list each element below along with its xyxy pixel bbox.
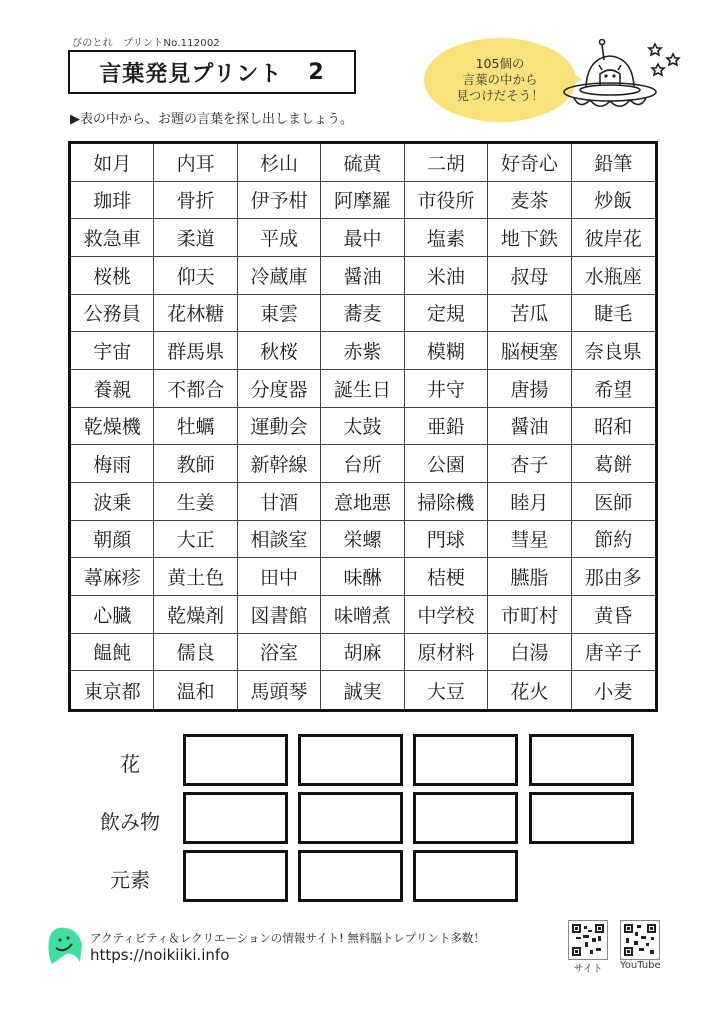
answer-box-drinks-2[interactable]	[298, 792, 403, 844]
word-cell[interactable]: 杉山	[238, 144, 321, 182]
word-cell[interactable]: 台所	[321, 445, 404, 483]
qr-code-youtube[interactable]	[620, 920, 661, 971]
word-cell[interactable]: 炒飯	[572, 182, 655, 220]
word-cell[interactable]: 赤紫	[321, 332, 404, 370]
word-cell[interactable]: 誠実	[321, 671, 404, 709]
answer-box-elements-3[interactable]	[413, 850, 518, 902]
word-cell[interactable]: 味噌煮	[321, 596, 404, 634]
page-title-box	[68, 50, 356, 94]
word-cell[interactable]: 醤油	[488, 408, 571, 446]
word-cell[interactable]: 生姜	[154, 483, 237, 521]
category-label-flower: 花	[120, 752, 140, 776]
word-cell[interactable]: 饂飩	[71, 634, 154, 672]
bubble-line: 105個の	[475, 56, 525, 71]
word-cell[interactable]: 脳梗塞	[488, 332, 571, 370]
word-cell[interactable]: 仰天	[154, 257, 237, 295]
word-cell[interactable]: 心臓	[71, 596, 154, 634]
answer-box-elements-1[interactable]	[183, 850, 288, 902]
word-cell[interactable]: 市役所	[405, 182, 488, 220]
word-cell[interactable]: 宇宙	[71, 332, 154, 370]
word-cell[interactable]: 教師	[154, 445, 237, 483]
word-cell[interactable]: 新幹線	[238, 445, 321, 483]
word-cell[interactable]: 意地悪	[321, 483, 404, 521]
word-cell[interactable]: 田中	[238, 558, 321, 596]
word-cell[interactable]: 珈琲	[71, 182, 154, 220]
qr-label-site: サイト	[573, 964, 603, 975]
word-cell[interactable]: 昭和	[572, 408, 655, 446]
word-cell[interactable]: 牡蠣	[154, 408, 237, 446]
word-cell[interactable]: 桔梗	[405, 558, 488, 596]
word-cell[interactable]: 栄螺	[321, 521, 404, 559]
answer-box-flower-1[interactable]	[183, 734, 288, 786]
word-cell[interactable]: 味醂	[321, 558, 404, 596]
word-cell[interactable]: 叔母	[488, 257, 571, 295]
word-cell[interactable]: 井守	[405, 370, 488, 408]
footer-tagline: アクティビティ＆レクリエーションの情報サイト! 無料脳トレプリント多数！	[90, 931, 485, 945]
word-cell[interactable]: 馬頭琴	[238, 671, 321, 709]
word-cell[interactable]: 花火	[488, 671, 571, 709]
print-number: ぴのとれ プリントNo.112002	[72, 38, 220, 49]
answer-box-drinks-1[interactable]	[183, 792, 288, 844]
word-cell[interactable]: 太鼓	[321, 408, 404, 446]
word-cell[interactable]: 節約	[572, 521, 655, 559]
word-cell[interactable]: 彼岸花	[572, 219, 655, 257]
answer-box-flower-3[interactable]	[413, 734, 518, 786]
word-cell[interactable]: 伊予柑	[238, 182, 321, 220]
word-cell[interactable]: 硫黄	[321, 144, 404, 182]
word-cell[interactable]: 彗星	[488, 521, 571, 559]
word-cell[interactable]: 市町村	[488, 596, 571, 634]
answer-box-drinks-4[interactable]	[529, 792, 634, 844]
bubble-line: 見つけだそう！	[456, 88, 544, 103]
word-cell[interactable]: 原材料	[405, 634, 488, 672]
word-cell[interactable]: 杏子	[488, 445, 571, 483]
qr-code-icon	[620, 920, 660, 960]
word-cell[interactable]: 蕎麦	[321, 295, 404, 333]
word-cell[interactable]: 白湯	[488, 634, 571, 672]
word-cell[interactable]: 不都合	[154, 370, 237, 408]
word-cell[interactable]: 唐辛子	[572, 634, 655, 672]
word-cell[interactable]: 胡麻	[321, 634, 404, 672]
word-cell[interactable]: 中学校	[405, 596, 488, 634]
word-cell[interactable]: 誕生日	[321, 370, 404, 408]
category-label-elements: 元素	[110, 868, 150, 892]
qr-code-site[interactable]	[568, 920, 608, 975]
word-cell[interactable]: 定規	[405, 295, 488, 333]
word-cell[interactable]: 希望	[572, 370, 655, 408]
word-cell[interactable]: 平成	[238, 219, 321, 257]
noikiiki-logo-icon	[44, 924, 86, 966]
bubble-line: 言葉の中から	[462, 72, 538, 87]
word-cell[interactable]: 朝顔	[71, 521, 154, 559]
word-cell[interactable]: 公園	[405, 445, 488, 483]
word-cell[interactable]: 梅雨	[71, 445, 154, 483]
word-cell[interactable]: 亜鉛	[405, 408, 488, 446]
word-cell[interactable]: 温和	[154, 671, 237, 709]
word-cell[interactable]: 黄昏	[572, 596, 655, 634]
answer-box-elements-2[interactable]	[298, 850, 403, 902]
word-cell[interactable]: 公務員	[71, 295, 154, 333]
word-search-table	[68, 141, 658, 712]
speech-bubble	[424, 38, 576, 122]
word-cell[interactable]: 蕁麻疹	[71, 558, 154, 596]
word-cell[interactable]: 骨折	[154, 182, 237, 220]
word-cell[interactable]: 米油	[405, 257, 488, 295]
answer-box-flower-2[interactable]	[298, 734, 403, 786]
word-cell[interactable]: 奈良県	[572, 332, 655, 370]
page-title: 言葉発見プリント	[99, 61, 283, 87]
word-cell[interactable]: 乾燥剤	[154, 596, 237, 634]
instruction-text: ▶表の中から、お題の言葉を探し出しましょう。	[70, 112, 353, 127]
footer-url-link[interactable]: https://noikiiki.info	[90, 946, 230, 964]
word-cell[interactable]: 地下鉄	[488, 219, 571, 257]
word-cell[interactable]: 唐揚	[488, 370, 571, 408]
category-label-drinks: 飲み物	[100, 810, 160, 834]
word-cell[interactable]: 水瓶座	[572, 257, 655, 295]
word-cell[interactable]: 東京都	[71, 671, 154, 709]
word-cell[interactable]: 甘酒	[238, 483, 321, 521]
word-cell[interactable]: 柔道	[154, 219, 237, 257]
word-cell[interactable]: 黄土色	[154, 558, 237, 596]
word-cell[interactable]: 東雲	[238, 295, 321, 333]
word-cell[interactable]: 苦瓜	[488, 295, 571, 333]
word-cell[interactable]: 儒良	[154, 634, 237, 672]
word-cell[interactable]: 乾燥機	[71, 408, 154, 446]
word-cell[interactable]: 運動会	[238, 408, 321, 446]
word-cell[interactable]: 二胡	[405, 144, 488, 182]
word-cell[interactable]: 養親	[71, 370, 154, 408]
qr-code-icon	[568, 920, 608, 960]
word-cell[interactable]: 鉛筆	[572, 144, 655, 182]
word-cell[interactable]: 醤油	[321, 257, 404, 295]
word-cell[interactable]: 臙脂	[488, 558, 571, 596]
word-cell[interactable]: 小麦	[594, 680, 633, 703]
word-cell[interactable]: 掃除機	[405, 483, 488, 521]
ufo-alien-icon	[560, 34, 690, 124]
word-cell[interactable]: 冷蔵庫	[238, 257, 321, 295]
word-cell[interactable]: 如月	[71, 144, 154, 182]
page-title-number: 2	[308, 59, 325, 85]
word-cell[interactable]: 桜桃	[71, 257, 154, 295]
word-cell[interactable]: 医師	[572, 483, 655, 521]
word-cell[interactable]: 内耳	[154, 144, 237, 182]
answer-box-flower-4[interactable]	[529, 734, 634, 786]
word-cell[interactable]: 那由多	[572, 558, 655, 596]
word-cell[interactable]: 図書館	[238, 596, 321, 634]
word-cell[interactable]: 門球	[405, 521, 488, 559]
word-cell[interactable]: 塩素	[405, 219, 488, 257]
word-cell[interactable]: 最中	[321, 219, 404, 257]
word-cell[interactable]: 大豆	[405, 671, 488, 709]
word-cell[interactable]: 救急車	[71, 219, 154, 257]
word-cell[interactable]: 秋桜	[238, 332, 321, 370]
word-cell[interactable]: 葛餅	[572, 445, 655, 483]
word-cell[interactable]: 模糊	[405, 332, 488, 370]
word-cell[interactable]: 花林糖	[154, 295, 237, 333]
word-cell[interactable]: 睦月	[488, 483, 571, 521]
answer-box-drinks-3[interactable]	[413, 792, 518, 844]
qr-label-youtube: YouTube	[620, 960, 661, 971]
word-cell[interactable]: 波乗	[71, 483, 154, 521]
word-cell[interactable]: 睫毛	[572, 295, 655, 333]
word-cell[interactable]: 浴室	[238, 634, 321, 672]
word-cell[interactable]: 大正	[154, 521, 237, 559]
word-cell[interactable]: 好奇心	[488, 144, 571, 182]
word-cell[interactable]: 麦茶	[488, 182, 571, 220]
word-cell[interactable]: 阿摩羅	[321, 182, 404, 220]
word-cell[interactable]: 群馬県	[154, 332, 237, 370]
word-cell[interactable]: 分度器	[238, 370, 321, 408]
word-cell[interactable]: 相談室	[238, 521, 321, 559]
